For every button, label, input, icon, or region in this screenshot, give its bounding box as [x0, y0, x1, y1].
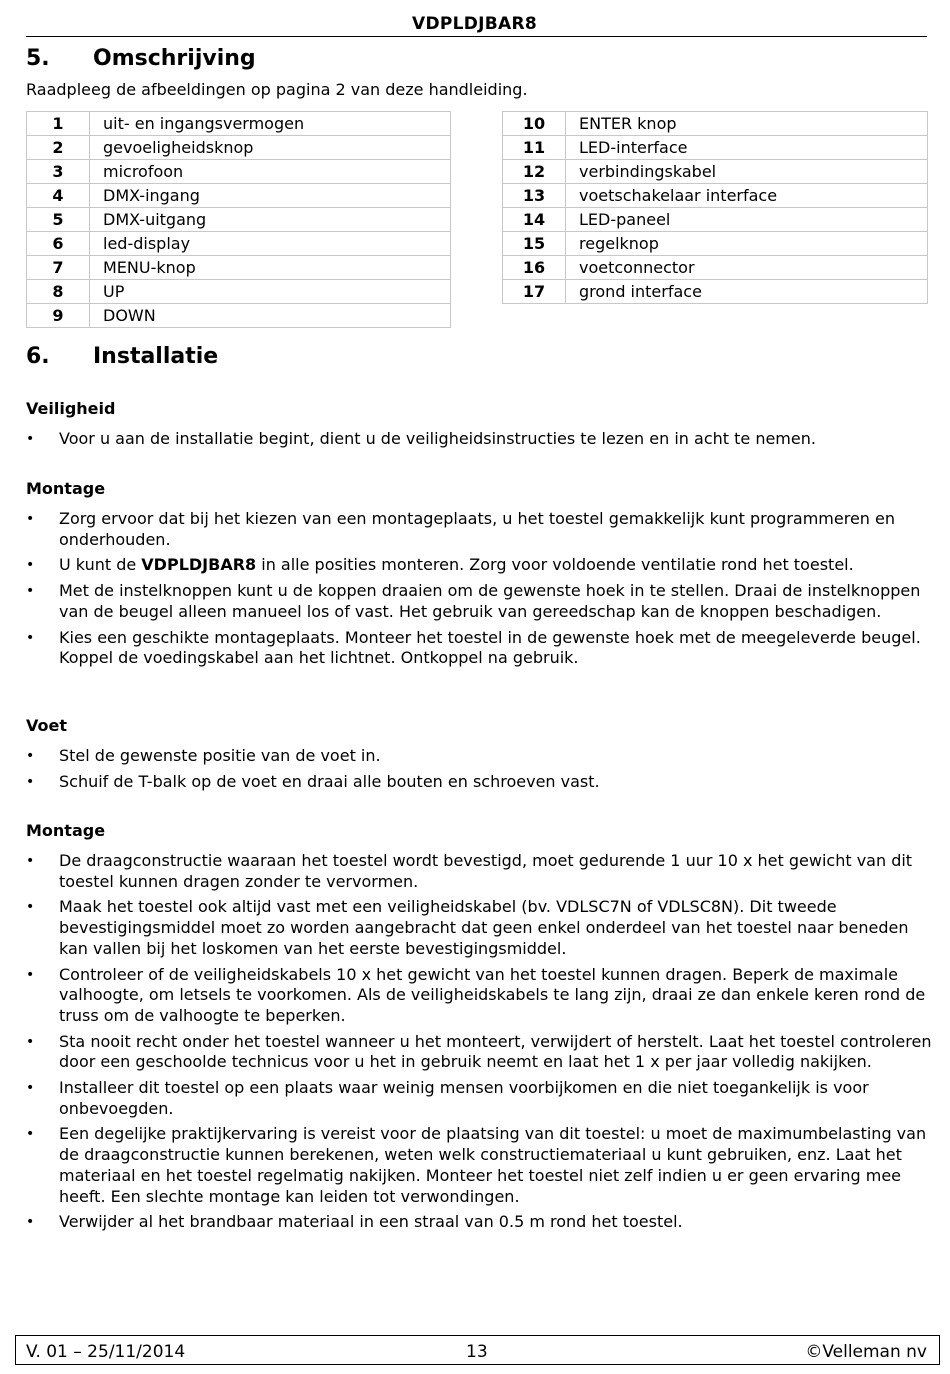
part-label: voetschakelaar interface — [566, 184, 928, 208]
header-model: VDPLDJBAR8 — [412, 14, 538, 34]
part-number: 5 — [27, 208, 90, 232]
parts-table-row — [27, 136, 451, 160]
section-6-title — [26, 344, 218, 369]
list-item-text: Installeer dit toestel op een plaats waar weinig mensen voorbijkomen en die niet toegankelijk is voor onbevoegden. — [59, 1078, 869, 1118]
parts-table-row — [27, 256, 451, 280]
parts-table-row — [503, 136, 928, 160]
footer-page-number: 13 — [466, 1342, 488, 1362]
part-number: 2 — [27, 136, 90, 160]
parts-table-row — [27, 280, 451, 304]
list-montage-1 — [26, 509, 936, 674]
part-label: gevoeligheidsknop — [90, 136, 451, 160]
part-number: 6 — [27, 232, 90, 256]
list-item — [26, 1032, 936, 1073]
part-number: 3 — [27, 160, 90, 184]
parts-table-row — [27, 304, 451, 328]
list-item — [26, 581, 936, 622]
parts-table-row — [503, 112, 928, 136]
product-model-name: VDPLDJBAR8 — [141, 555, 257, 575]
list-item — [26, 1212, 936, 1233]
list-item — [26, 1078, 936, 1119]
part-label: LED-interface — [566, 136, 928, 160]
part-label: verbindingskabel — [566, 160, 928, 184]
bullet-icon: • — [26, 748, 35, 764]
bullet-icon: • — [26, 966, 35, 983]
header-rule — [26, 36, 927, 37]
list-montage-2 — [26, 851, 936, 1238]
part-label: voetconnector — [566, 256, 928, 280]
parts-table-row — [27, 232, 451, 256]
bullet-icon: • — [26, 1214, 35, 1231]
list-item — [26, 746, 936, 767]
heading-voet: Voet — [26, 716, 67, 735]
part-label: grond interface — [566, 280, 928, 304]
part-label: ENTER knop — [566, 112, 928, 136]
part-number: 16 — [503, 256, 566, 280]
part-label: microfoon — [90, 160, 451, 184]
part-number: 11 — [503, 136, 566, 160]
list-item — [26, 1124, 936, 1207]
part-number: 13 — [503, 184, 566, 208]
footer-copyright: ©Velleman nv — [805, 1342, 927, 1362]
list-item — [26, 897, 936, 959]
list-item — [26, 772, 936, 793]
footer-version: V. 01 – 25/11/2014 — [26, 1342, 186, 1362]
part-label: DMX-uitgang — [90, 208, 451, 232]
section-6-number: 6. — [26, 344, 50, 369]
list-item-text: Verwijder al het brandbaar materiaal in een straal van 0.5 m rond het toestel. — [59, 1212, 683, 1232]
list-item-text: De draagconstructie waaraan het toestel wordt bevestigd, moet gedurende 1 uur 10 x het gewicht van dit toestel kunnen dragen zonder te vervormen. — [59, 851, 913, 891]
list-veiligheid — [26, 429, 936, 455]
part-label: MENU-knop — [90, 256, 451, 280]
bullet-icon: • — [26, 853, 35, 869]
parts-table-row — [27, 112, 451, 136]
bullet-icon: • — [26, 773, 35, 790]
part-number: 1 — [27, 112, 90, 136]
list-item-text: in alle posities monteren. Zorg voor voldoende ventilatie rond het toestel. — [256, 555, 854, 575]
section-5-intro: Raadpleeg de afbeeldingen op pagina 2 van deze handleiding. — [26, 80, 528, 99]
part-number: 8 — [27, 280, 90, 304]
list-item — [26, 555, 936, 576]
part-label: DOWN — [90, 304, 451, 328]
section-6-title-text: Installatie — [93, 344, 219, 369]
parts-table-left — [26, 111, 451, 328]
list-item — [26, 429, 936, 450]
list-item-text: Kies een geschikte montageplaats. Monteer het toestel in de gewenste hoek met de meegeleverde beugel. Koppel de voedingskabel aan het lichtnet. Ontkoppel na gebruik. — [59, 627, 921, 668]
parts-table-row — [503, 184, 928, 208]
part-label: DMX-ingang — [90, 184, 451, 208]
list-item-text: Zorg ervoor dat bij het kiezen van een montageplaats, u het toestel gemakkelijk kunt programmeren en onderhouden. — [59, 509, 896, 549]
part-label: led-display — [90, 232, 451, 256]
list-item-text: Controleer of de veiligheidskabels 10 x het gewicht van het toestel kunnen dragen. Beperk de maximale valhoogte, om letsels te voorkomen. Als de veiligheidskabels te lang zijn, draai ze dan enkele keren rond de truss om de valhoogte te beperken. — [59, 964, 926, 1025]
section-5-title-text: Omschrijving — [93, 46, 256, 71]
section-5-title — [26, 46, 256, 71]
part-label: uit- en ingangsvermogen — [90, 112, 451, 136]
heading-montage-1: Montage — [26, 479, 106, 498]
part-label: UP — [90, 280, 451, 304]
parts-table-row — [503, 160, 928, 184]
bullet-icon: • — [26, 511, 35, 527]
bullet-icon: • — [26, 899, 35, 916]
page-footer — [15, 1335, 940, 1365]
list-voet — [26, 746, 936, 797]
part-label: regelknop — [566, 232, 928, 256]
parts-table-row — [503, 256, 928, 280]
part-number: 7 — [27, 256, 90, 280]
bullet-icon: • — [26, 1080, 35, 1097]
bullet-icon: • — [26, 557, 35, 574]
part-number: 9 — [27, 304, 90, 328]
list-item-text: U kunt de — [59, 555, 142, 575]
list-item-text: Met de instelknoppen kunt u de koppen draaien om de gewenste hoek in te stellen. Draai de instelknoppen van de beugel alleen manueel los of vast. Het gebruik van gereedschap kan de knoppen beschadigen. — [59, 581, 921, 621]
heading-veiligheid: Veiligheid — [26, 399, 116, 418]
bullet-icon: • — [26, 1126, 35, 1143]
list-item — [26, 965, 936, 1027]
bullet-icon: • — [26, 1033, 35, 1050]
bullet-icon: • — [26, 583, 35, 600]
list-item-text: Maak het toestel ook altijd vast met een veiligheidskabel (bv. VDLSC7N of VDLSC8N). Dit tweede bevestigingsmiddel moet zo worden aangebracht dat geen enkel onderdeel van het toestel naar beneden kan vallen bij het loskomen van het eerste bevestigingsmiddel. — [59, 897, 909, 958]
list-item-text: Een degelijke praktijkervaring is vereist voor de plaatsing van dit toestel: u moet de maximumbelasting van de draagconstructie kunnen berekenen, weten welk constructiemateriaal u kunt gebruiken, enz. Laat het materiaal en het toestel regelmatig nakijken. Monteer het toestel niet zelf indien u er geen ervaring mee heeft. Een slechte montage kan leiden tot verwondingen. — [59, 1124, 927, 1206]
part-label: LED-paneel — [566, 208, 928, 232]
parts-table-row — [503, 280, 928, 304]
list-item — [26, 628, 936, 669]
part-number: 10 — [503, 112, 566, 136]
list-item-text: Stel de gewenste positie van de voet in. — [59, 746, 381, 765]
bullet-icon: • — [26, 629, 35, 646]
list-item — [26, 851, 936, 892]
parts-table-row — [503, 232, 928, 256]
part-number: 4 — [27, 184, 90, 208]
list-item — [26, 509, 936, 550]
list-item-text: Schuif de T-balk op de voet en draai alle bouten en schroeven vast. — [59, 771, 600, 791]
list-item-text: Voor u aan de installatie begint, dient u de veiligheidsinstructies te lezen en in acht te nemen. — [59, 429, 816, 448]
parts-table-row — [503, 208, 928, 232]
parts-table-right — [502, 111, 928, 304]
part-number: 17 — [503, 280, 566, 304]
part-number: 12 — [503, 160, 566, 184]
list-item-text: Sta nooit recht onder het toestel wanneer u het monteert, verwijdert of herstelt. Laat het toestel controleren door een geschoolde technicus voor u het in gebruik neemt en laat het 1 x per jaar volledig nakijken. — [59, 1031, 932, 1072]
heading-montage-2: Montage — [26, 821, 106, 840]
parts-table-row — [27, 208, 451, 232]
part-number: 14 — [503, 208, 566, 232]
part-number: 15 — [503, 232, 566, 256]
parts-table-row — [27, 184, 451, 208]
section-5-number: 5. — [26, 46, 50, 71]
bullet-icon: • — [26, 431, 35, 447]
parts-table-row — [27, 160, 451, 184]
